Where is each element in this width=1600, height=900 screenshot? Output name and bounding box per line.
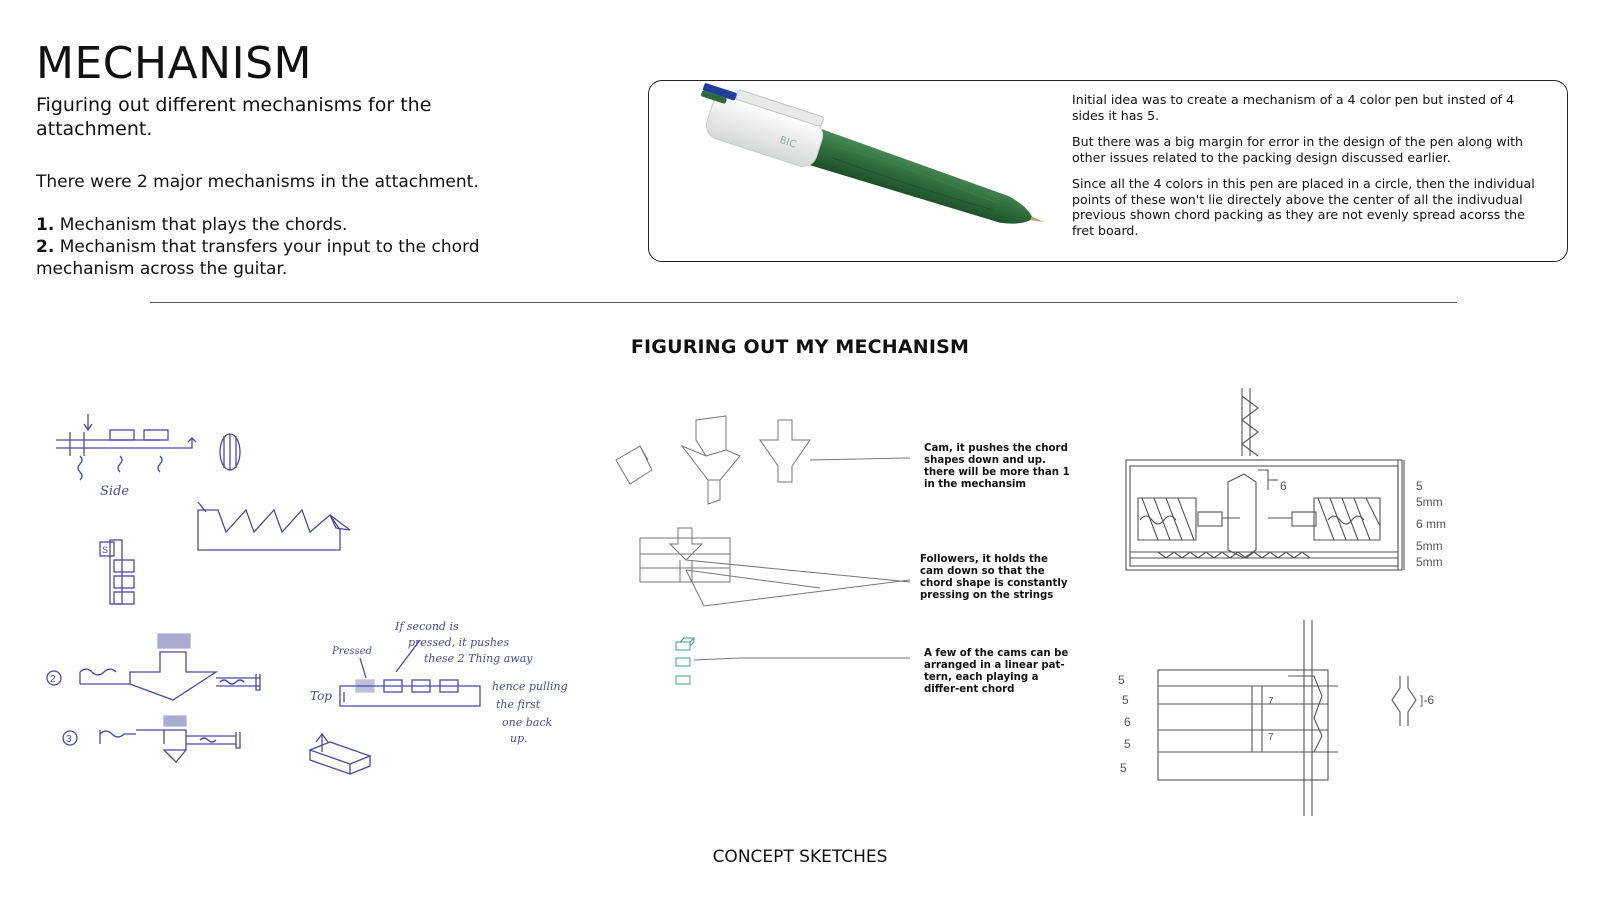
section-title: FIGURING OUT MY MECHANISM [630,336,970,358]
middle-sketch [610,410,910,710]
pen-paragraph: But there was a big margin for error in the design of the pen along with other issues related to the packing design discussed earlier. [1072,134,1524,165]
step-number: 3 [66,734,72,745]
dimension-label: 5 [1124,737,1131,751]
page-subtitle: Figuring out different mechanisms for the attachment. [36,94,432,140]
section-divider [150,302,1457,303]
dimension-label: 5 [1118,673,1125,687]
pen-logo: BIC [778,134,798,151]
list-number: 2. [36,237,55,257]
dimension-label: 6 mm [1416,517,1446,531]
hand-note: If second is [395,620,459,633]
top-label: Top [310,689,332,703]
step-label: S [102,545,109,555]
pen-description [1072,92,1542,249]
list-number: 1. [36,215,55,235]
page-title: MECHANISM [36,38,312,89]
cam-note: Cam, it pushes the chord shapes down and up. there will be more than 1 in the mechansim [924,443,1070,490]
right-sketch [1118,386,1478,846]
dimension-label: 6 [1280,479,1287,493]
concept-sketches-caption: CONCEPT SKETCHES [712,847,888,867]
followers-note: Followers, it holds the cam down so that the chord shape is constantly pressing on the strings [920,554,1068,601]
dimension-label: 7 [1268,696,1274,707]
hand-note: one back [502,716,553,729]
dimension-label: 5 [1122,693,1129,707]
hand-note: these 2 Thing away [424,652,533,665]
intro-text: There were 2 major mechanisms in the attachment. [36,172,479,192]
hand-note: pressed, it pushes [408,636,510,649]
dimension-label: 5mm [1416,495,1443,509]
dimension-label: 5mm [1416,555,1443,569]
dimension-label: 5 [1416,479,1423,493]
list-item [36,214,536,236]
dimension-label: 7 [1268,732,1274,743]
mechanism-list [36,214,536,280]
step-number: 2 [50,674,56,685]
pen-paragraph: Initial idea was to create a mechanism of a 4 color pen but insted of 4 sides it has 5. [1072,92,1515,123]
side-label: Side [100,484,130,499]
list-text: Mechanism that transfers your input to the chord mechanism across the guitar. [36,237,480,279]
hand-note: hence pulling [492,680,568,693]
dimension-label: ]-6 [1420,693,1435,707]
dimension-label: 5 [1120,761,1127,775]
hand-note: the first [496,698,541,711]
hand-note: up. [510,732,528,745]
dimension-label: 5mm [1416,539,1443,553]
pen-image [680,100,1060,240]
list-item [36,236,536,280]
dimension-label: 6 [1124,715,1131,729]
list-text: Mechanism that plays the chords. [59,215,348,235]
left-sketch [40,420,600,780]
pressed-label: Pressed [332,646,373,657]
pen-paragraph: Since all the 4 colors in this pen are placed in a circle, then the individual points of these won't lie directely above the center of all the indivudual previous shown chord packing as they are not evenly spread acorss the fret board. [1072,176,1535,238]
linear-note: A few of the cams can be arranged in a linear pat-tern, each playing a differ-ent chord [924,648,1069,695]
